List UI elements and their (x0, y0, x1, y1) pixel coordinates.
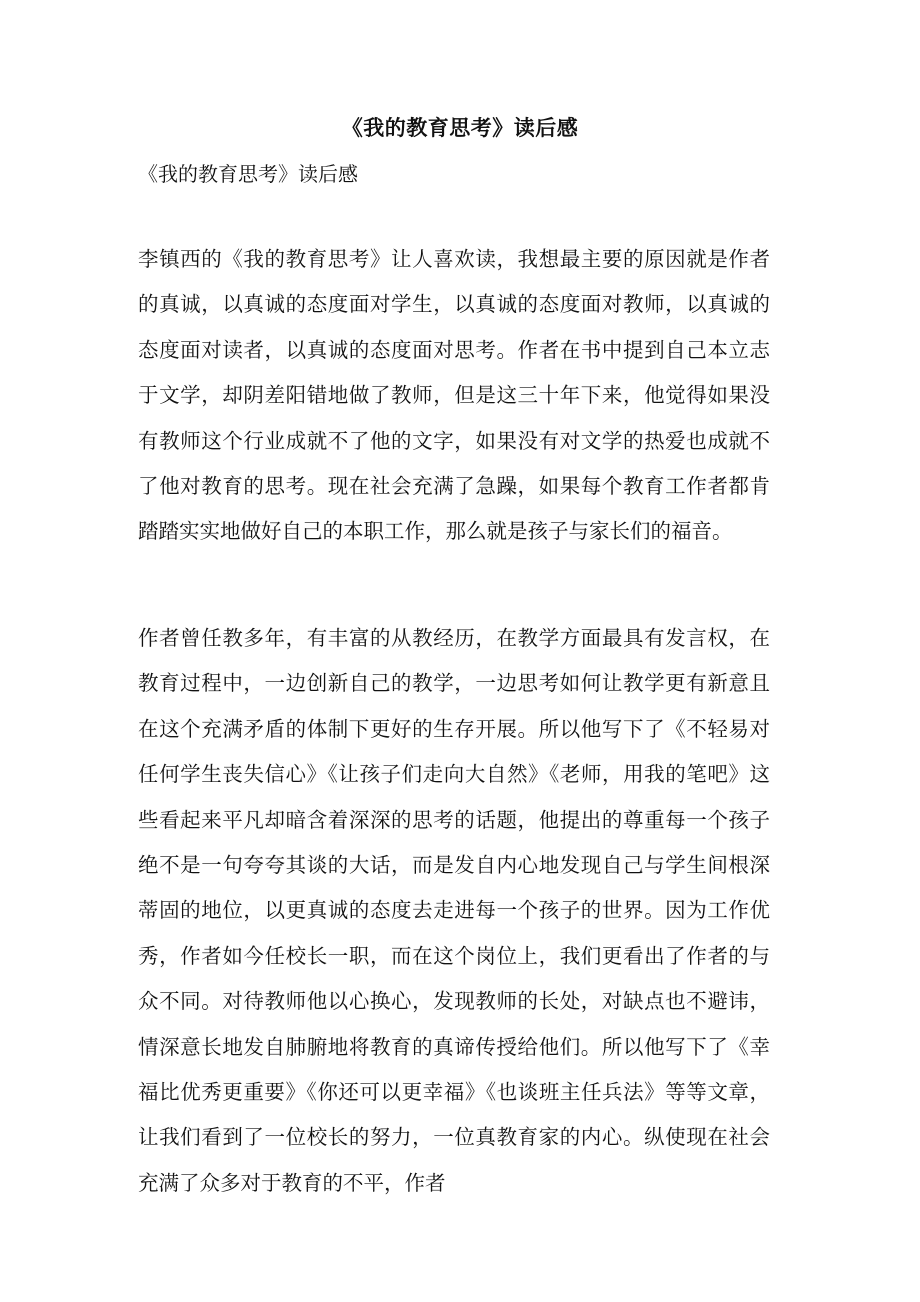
paragraph-2: 作者曾任教多年，有丰富的从教经历，在教学方面最具有发言权，在教育过程中，一边创新自己的教学，一边思考如何让教学更有新意且在这个充满矛盾的体制下更好的生存开展。所以他写下了《不轻易对任何学生丧失信心》《让孩子们走向大自然》《老师，用我的笔吧》这些看起来平凡却暗含着深深的思考的话题，他提出的尊重每一个孩子绝不是一句夸夸其谈的大话，而是发自内心地发现自己与学生间根深蒂固的地位，以更真诚的态度去走进每一个孩子的世界。因为工作优秀，作者如今任校长一职，而在这个岗位上，我们更看出了作者的与众不同。对待教师他以心换心，发现教师的长处，对缺点也不避讳，情深意长地发自肺腑地将教育的真谛传授给他们。所以他写下了《幸福比优秀更重要》《你还可以更幸福》《也谈班主任兵法》等等文章，让我们看到了一位校长的努力，一位真教育家的内心。纵使现在社会充满了众多对于教育的不平，作者 (138, 626, 770, 1195)
paragraph-1: 李镇西的《我的教育思考》让人喜欢读，我想最主要的原因就是作者的真诚，以真诚的态度面对学生，以真诚的态度面对教师，以真诚的态度面对读者，以真诚的态度面对思考。作者在书中提到自己本立志于文学，却阴差阳错地做了教师，但是这三十年下来，他觉得如果没有教师这个行业成就不了他的文字，如果没有对文学的热爱也成就不了他对教育的思考。现在社会充满了急躁，如果每个教育工作者都肯踏踏实实地做好自己的本职工作，那么就是孩子与家长们的福音。 (138, 247, 770, 544)
document-title: 《我的教育思考》读后感 (341, 115, 579, 140)
document-subtitle: 《我的教育思考》读后感 (138, 162, 358, 186)
